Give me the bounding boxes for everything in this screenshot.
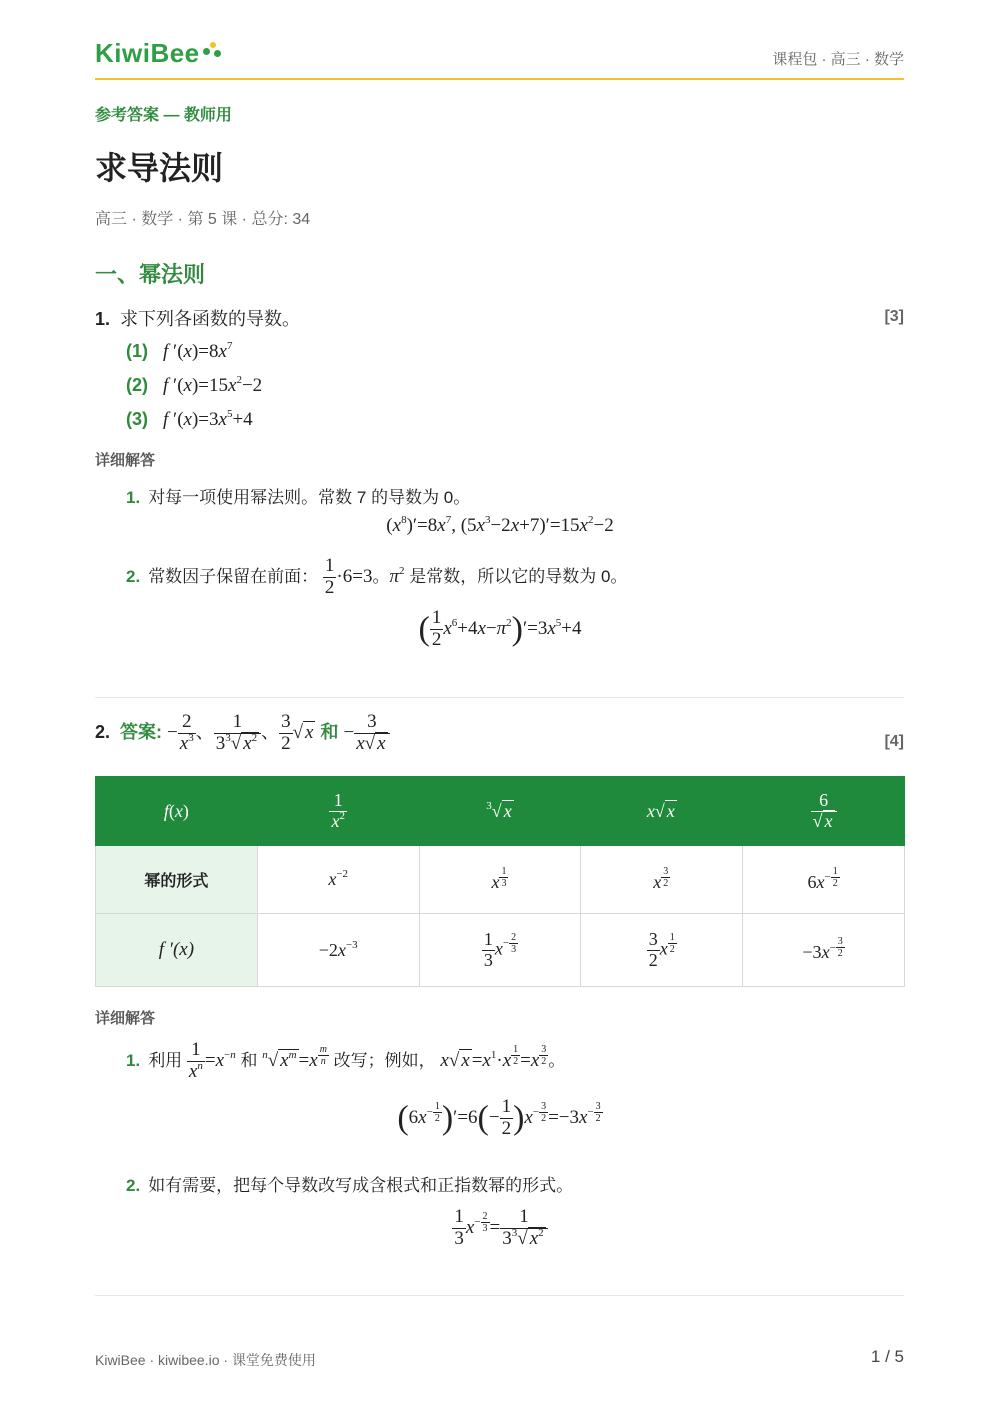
solution-step: 1. 利用 $\frac{1}{x^n}$ $=x^{-n}$ 和 $^n$√ $x^m =x$ $^{\frac{m}{n}}$ 改写；例如， x√ $x =x^1\cdot x$ $^{\frac{1}{2}}$ =x $^{\frac{3}{2}}$ 。 bbox=[126, 1039, 566, 1082]
question-2: 2. 答案: − $\frac{2}{x^3}$ 、 $\frac{1}{3^3√ x^2}$ 、 $\frac{3}{2}$ √ x 和 − $\frac{3}{x√ x}$ bbox=[95, 712, 390, 755]
step-text: 和 bbox=[240, 1050, 258, 1070]
table-header-row bbox=[96, 777, 905, 846]
step-equation: $(x^8)'=8x^7$, $(5x^3-2x+7)'=15x^2-2$ bbox=[386, 514, 614, 536]
table-cell: $\frac{1}{3}$ $x^{- \frac{2}{3}}$ bbox=[419, 914, 581, 987]
table-header-cell: $\frac{1}{x^2}$ bbox=[257, 777, 419, 846]
section-title: 一、幂法则 bbox=[95, 262, 206, 287]
divider bbox=[95, 697, 904, 698]
solution-heading: 详细解答 bbox=[95, 1010, 156, 1027]
page-title: 求导法则 bbox=[95, 150, 224, 186]
table-cell: $x^{-2}$ bbox=[257, 846, 419, 914]
step-number: 1. bbox=[126, 488, 141, 507]
question-1 bbox=[95, 305, 300, 331]
step-number: 2. bbox=[126, 1176, 141, 1195]
answer-expression: f $'(x)=3x^5+4$ bbox=[163, 408, 253, 430]
answer-label: (2) bbox=[126, 375, 148, 395]
page-header bbox=[95, 38, 904, 80]
answer-label: 答案: bbox=[120, 721, 163, 742]
step-equation: ( $\frac{1}{2}$ $x^6+4x-\pi^2)'=3x^5+4$ bbox=[418, 607, 582, 650]
table-cell: x $^{\frac{1}{3}}$ bbox=[419, 846, 581, 914]
answer-label: (3) bbox=[126, 409, 148, 429]
page-number: 1 / 5 bbox=[870, 1347, 904, 1366]
brand-logo[interactable] bbox=[95, 38, 221, 69]
table-row bbox=[96, 914, 905, 987]
footer-text: KiwiBee · kiwibee.io · 课堂免费使用 bbox=[95, 1352, 316, 1368]
table-cell: $-2x^{-3}$ bbox=[257, 914, 419, 987]
and-text: 和 bbox=[320, 721, 339, 742]
table-cell: $\frac{3}{2}$ x $^{\frac{1}{2}}$ bbox=[581, 914, 743, 987]
table-cell: $6x^{- \frac{1}{2}}$ bbox=[743, 846, 905, 914]
question-number: 1. bbox=[95, 309, 111, 329]
brand-name: KiwiBee bbox=[95, 38, 200, 68]
step-text: 利用 bbox=[148, 1050, 183, 1070]
table-header-cell: f(x) bbox=[96, 777, 258, 846]
answer-expression: f $'(x)=8x^7$ bbox=[163, 340, 233, 362]
table-row bbox=[96, 846, 905, 914]
solution-step: 2. 常数因子保留在前面： $\frac{1}{2}$ ·6=3。$\pi^2$ 是常数，所以它的导数为 0。 bbox=[126, 555, 628, 598]
breadcrumb: 课程包 · 高三 · 数学 bbox=[772, 51, 904, 68]
answer-expression: f $'(x)=15x^2-2$ bbox=[163, 374, 263, 396]
step-equation: ($6x^{- \frac{1}{2}}$ )′=6(− $\frac{1}{2}$ )$x^{- \frac{3}{2}}$ $=-3x^{- \frac{3}{2}}$ bbox=[397, 1096, 601, 1139]
divider bbox=[95, 1295, 904, 1296]
page-subtitle: 高三 · 数学 · 第 5 课 · 总分: 34 bbox=[95, 211, 311, 228]
step-number: 1. bbox=[126, 1050, 141, 1070]
answer-item bbox=[126, 375, 262, 397]
step-equation: $\frac{1}{3}$ $x^{- \frac{2}{3}}$ = $\frac{1}{3^3√ x^2}$ bbox=[0, 1207, 1000, 1250]
answer-label: (1) bbox=[126, 341, 148, 361]
answer-item bbox=[126, 409, 253, 431]
row-label: 幂的形式 bbox=[96, 846, 258, 914]
row-label: f ′(x) bbox=[96, 914, 258, 987]
step-text: 改写；例如， bbox=[333, 1050, 436, 1070]
derivative-table bbox=[95, 776, 905, 987]
step-text: 对每一项使用幂法则。常数 7 的导数为 0。 bbox=[148, 488, 471, 507]
step-text: 如有需要，把每个导数改写成含根式和正指数幂的形式。 bbox=[148, 1176, 574, 1195]
solution-step bbox=[126, 483, 470, 508]
table-header-cell: x√ x bbox=[581, 777, 743, 846]
table-cell: $-3x^{- \frac{3}{2}}$ bbox=[743, 914, 905, 987]
table-header-cell: $\frac{6}{√ x}$ bbox=[743, 777, 905, 846]
question-marks: [4] bbox=[884, 733, 904, 750]
table-header-cell: $^3$√ x bbox=[419, 777, 581, 846]
step-number: 2. bbox=[126, 566, 141, 586]
solution-heading: 详细解答 bbox=[95, 452, 156, 469]
step-text: 常数因子保留在前面： bbox=[148, 566, 319, 586]
question-text: 求下列各函数的导数。 bbox=[120, 309, 301, 329]
answer-item bbox=[126, 341, 232, 363]
solution-step bbox=[126, 1171, 573, 1196]
question-number: 2. bbox=[95, 721, 111, 742]
table-cell: x $^{\frac{3}{2}}$ bbox=[581, 846, 743, 914]
question-marks: [3] bbox=[884, 308, 904, 325]
logo-dots-icon bbox=[203, 42, 221, 58]
answer-key-label: 参考答案 — 教师用 bbox=[95, 107, 232, 124]
